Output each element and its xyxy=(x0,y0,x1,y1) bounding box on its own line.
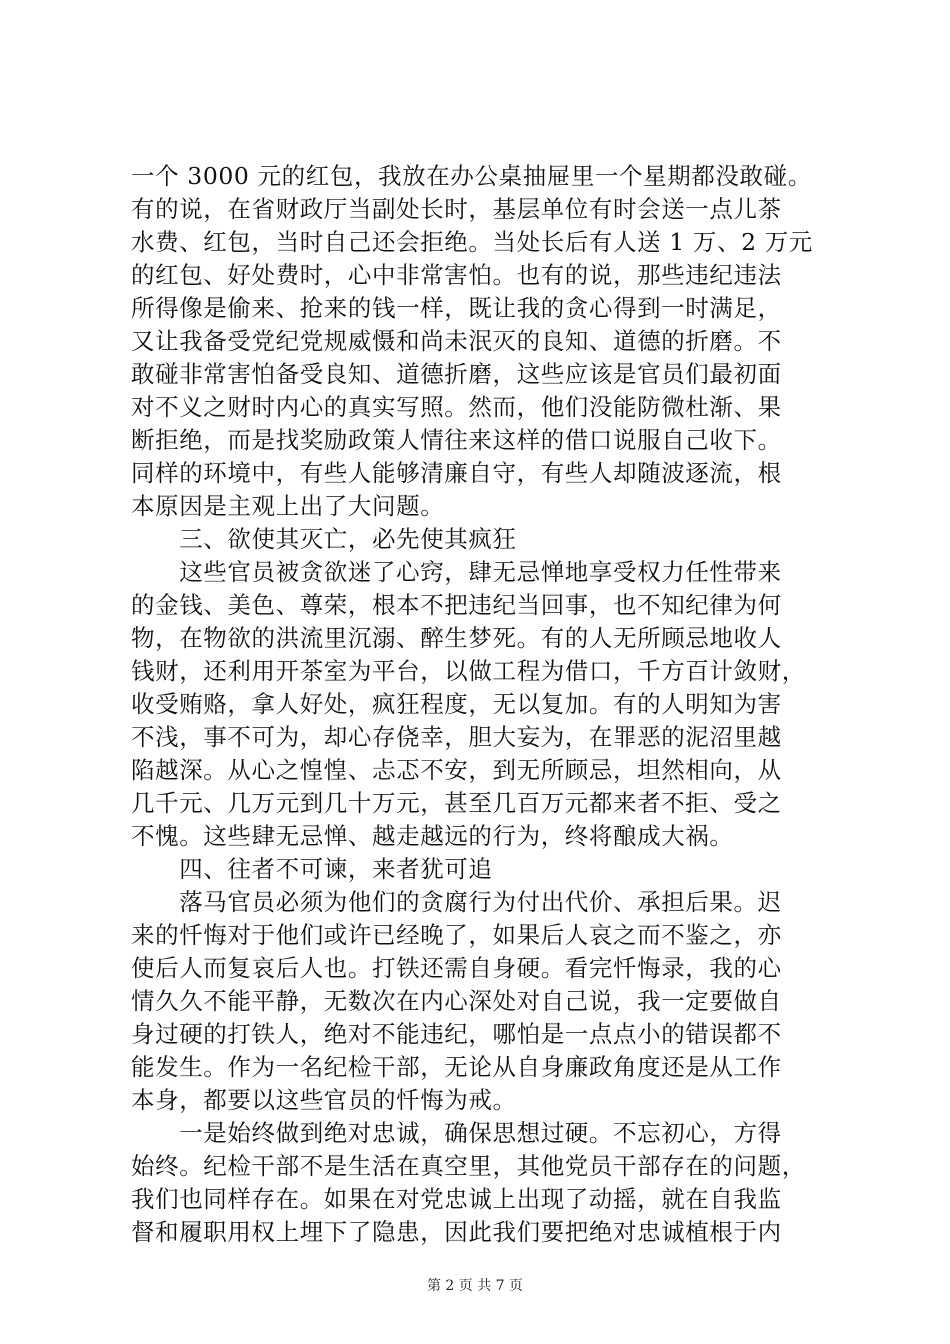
text-line: 所得像是偷来、抢来的钱一样，既让我的贪心得到一时满足， xyxy=(131,294,782,322)
text-line: 一个 3000 元的红包，我放在办公桌抽屉里一个星期都没敢碰。 xyxy=(131,162,812,190)
text-line: 收受贿赂，拿人好处，疯狂程度，无以复加。有的人明知为害 xyxy=(131,690,782,718)
text-line: 使后人而复哀后人也。打铁还需自身硬。看完忏悔录，我的心 xyxy=(131,954,782,982)
page-footer xyxy=(0,1276,950,1296)
text-line: 能发生。作为一名纪检干部，无论从自身廉政角度还是从工作 xyxy=(131,1053,782,1081)
text-line: 这些官员被贪欲迷了心窍，肆无忌惮地享受权力任性带来 xyxy=(131,558,782,586)
document-body xyxy=(131,160,831,1249)
text-line: 的金钱、美色、尊荣，根本不把违纪当回事，也不知纪律为何 xyxy=(131,591,782,619)
section-heading: 四、往者不可谏，来者犹可追 xyxy=(131,855,493,883)
text-line: 情久久不能平静，无数次在内心深处对自己说，我一定要做自 xyxy=(131,987,782,1015)
text-line: 一是始终做到绝对忠诚，确保思想过硬。不忘初心，方得 xyxy=(131,1119,782,1147)
text-line: 同样的环境中，有些人能够清廉自守，有些人却随波逐流，根 xyxy=(131,459,782,487)
text-line: 我们也同样存在。如果在对党忠诚上出现了动摇，就在自我监 xyxy=(131,1185,782,1213)
text-line: 陷越深。从心之惶惶、忐忑不安，到无所顾忌，坦然相向，从 xyxy=(131,756,782,784)
text-line: 身过硬的打铁人，绝对不能违纪，哪怕是一点点小的错误都不 xyxy=(131,1020,782,1048)
text-line: 水费、红包，当时自己还会拒绝。当处长后有人送 1 万、2 万元 xyxy=(131,228,813,256)
text-line: 断拒绝，而是找奖励政策人情往来这样的借口说服自己收下。 xyxy=(131,426,782,454)
text-line: 始终。纪检干部不是生活在真空里，其他党员干部存在的问题， xyxy=(131,1152,806,1180)
text-line: 几千元、几万元到几十万元，甚至几百万元都来者不拒、受之 xyxy=(131,789,782,817)
text-line: 不浅，事不可为，却心存侥幸，胆大妄为，在罪恶的泥沼里越 xyxy=(131,723,782,751)
text-line: 物，在物欲的洪流里沉溺、醉生梦死。有的人无所顾忌地收人 xyxy=(131,624,782,652)
text-line: 钱财，还利用开茶室为平台，以做工程为借口，千方百计敛财， xyxy=(131,657,806,685)
text-line: 不愧。这些肆无忌惮、越走越远的行为，终将酿成大祸。 xyxy=(131,822,734,850)
text-line: 本原因是主观上出了大问题。 xyxy=(131,492,445,520)
text-line: 来的忏悔对于他们或许已经晚了，如果后人哀之而不鉴之，亦 xyxy=(131,921,782,949)
text-line: 督和履职用权上埋下了隐患，因此我们要把绝对忠诚植根于内 xyxy=(131,1218,782,1246)
text-line: 敢碰非常害怕备受良知、道德折磨，这些应该是官员们最初面 xyxy=(131,360,782,388)
text-line: 本身，都要以这些官员的忏悔为戒。 xyxy=(131,1086,517,1114)
text-line: 对不义之财时内心的真实写照。然而，他们没能防微杜渐、果 xyxy=(131,393,782,421)
text-line: 落马官员必须为他们的贪腐行为付出代价、承担后果。迟 xyxy=(131,888,782,916)
text-line: 又让我备受党纪党规威慑和尚未泯灭的良知、道德的折磨。不 xyxy=(131,327,782,355)
section-heading: 三、欲使其灭亡，必先使其疯狂 xyxy=(131,525,517,553)
text-line: 有的说，在省财政厅当副处长时，基层单位有时会送一点儿茶 xyxy=(131,195,782,223)
page-number-label: 第 2 页 共 7 页 xyxy=(426,1278,524,1294)
text-line: 的红包、好处费时，心中非常害怕。也有的说，那些违纪违法 xyxy=(131,261,782,289)
